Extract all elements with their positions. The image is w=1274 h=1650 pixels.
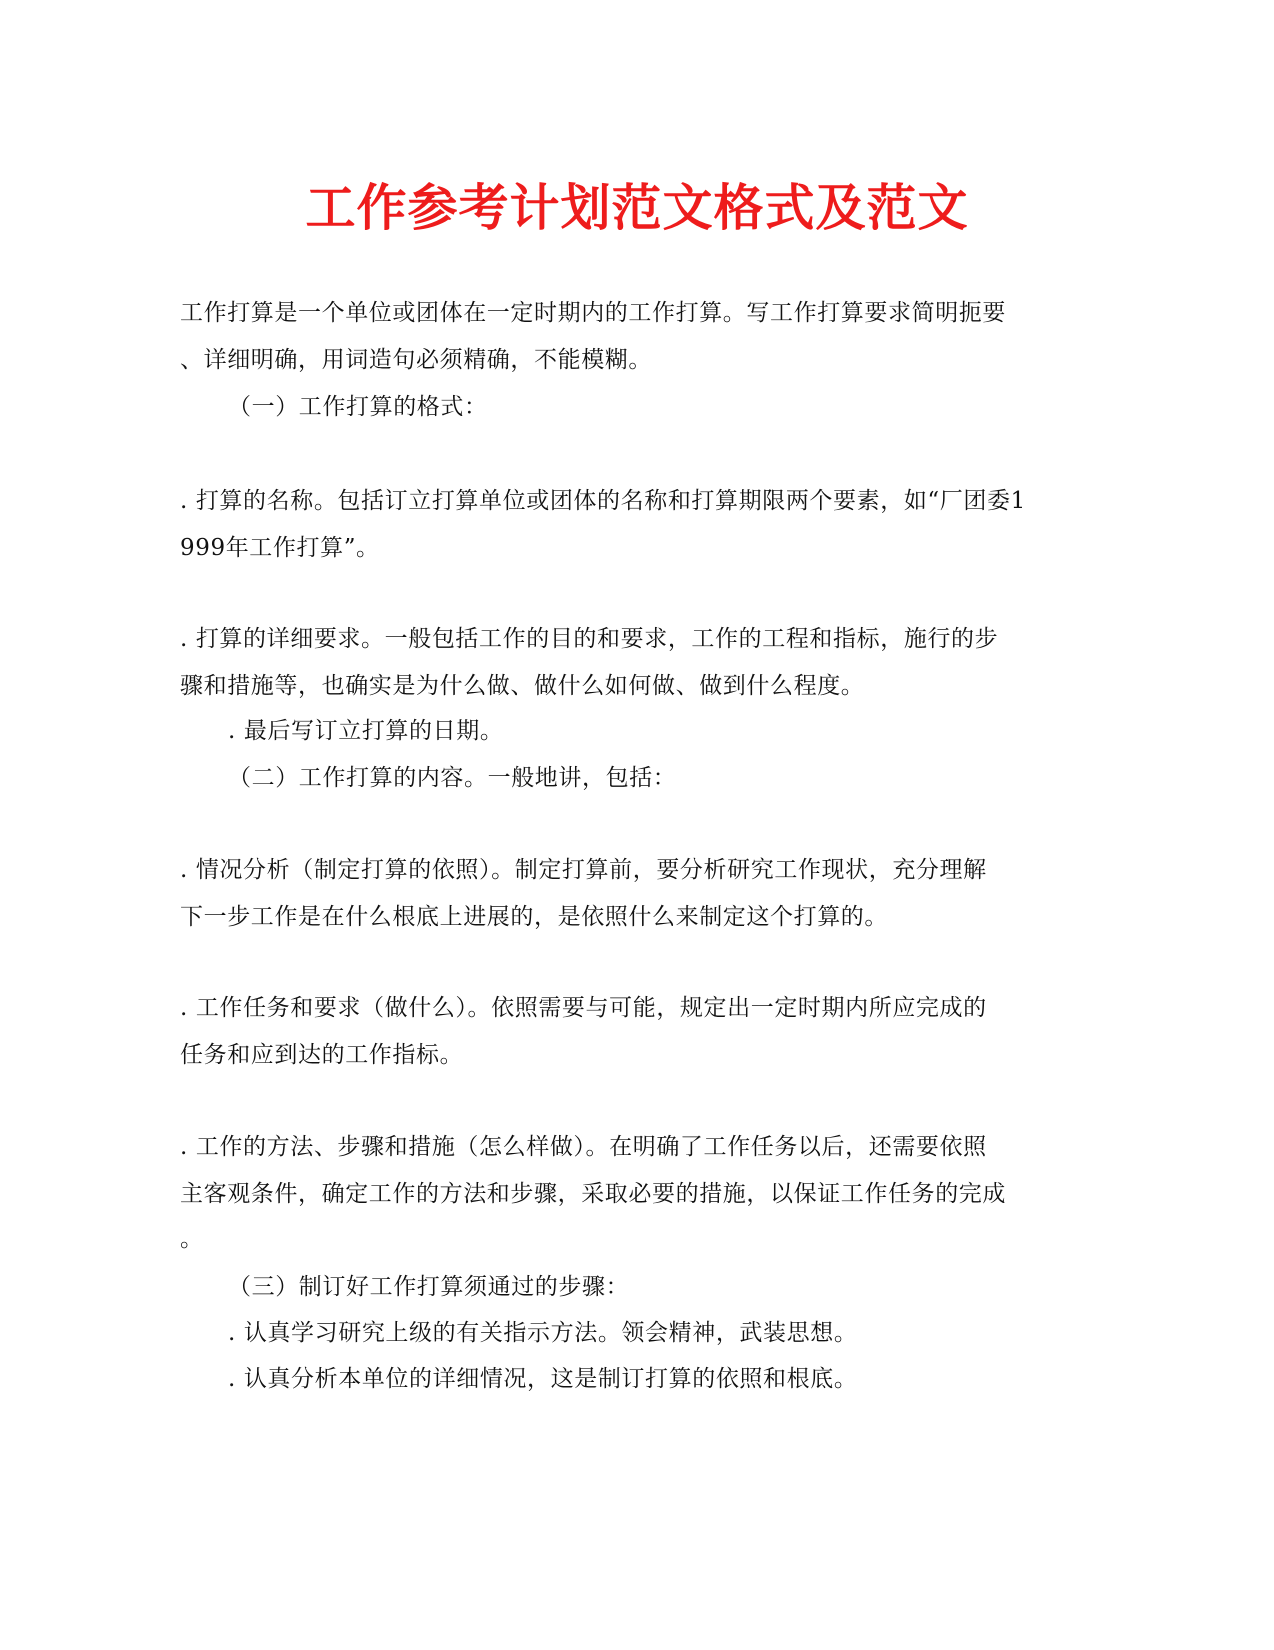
paragraph-line: . 认真分析本单位的详细情况，这是制订打算的依照和根底。 <box>228 1366 858 1392</box>
paragraph-line: 999年工作打算”。 <box>180 535 380 561</box>
paragraph-line: . 打算的详细要求。一般包括工作的目的和要求，工作的工程和指标，施行的步 <box>180 626 999 652</box>
section-heading: （一）工作打算的格式： <box>228 394 488 420</box>
paragraph-line: 。 <box>180 1226 204 1252</box>
paragraph-line: 主客观条件，确定工作的方法和步骤，采取必要的措施，以保证工作任务的完成 <box>180 1181 1006 1207</box>
paragraph-line: 任务和应到达的工作指标。 <box>180 1042 464 1068</box>
paragraph-line: 骤和措施等，也确实是为什么做、做什么如何做、做到什么程度。 <box>180 673 865 699</box>
paragraph-line: . 认真学习研究上级的有关指示方法。领会精神，武装思想。 <box>228 1320 858 1346</box>
paragraph-line: 、详细明确，用词造句必须精确，不能模糊。 <box>180 347 652 373</box>
section-heading: （三）制订好工作打算须通过的步骤： <box>228 1274 630 1300</box>
paragraph-line: 下一步工作是在什么根底上进展的，是依照什么来制定这个打算的。 <box>180 904 888 930</box>
paragraph-line: 工作打算是一个单位或团体在一定时期内的工作打算。写工作打算要求简明扼要 <box>180 300 1006 326</box>
paragraph-line: . 工作任务和要求（做什么）。依照需要与可能，规定出一定时期内所应完成的 <box>180 995 987 1021</box>
document-title: 工作参考计划范文格式及范文 <box>305 179 969 237</box>
paragraph-line: . 工作的方法、步骤和措施（怎么样做）。在明确了工作任务以后，还需要依照 <box>180 1134 987 1160</box>
section-heading: （二）工作打算的内容。一般地讲，包括： <box>228 765 677 791</box>
paragraph-line: . 打算的名称。包括订立打算单位或团体的名称和打算期限两个要素，如“厂团委1 <box>180 488 1026 514</box>
paragraph-line: . 最后写订立打算的日期。 <box>228 718 504 744</box>
paragraph-line: . 情况分析（制定打算的依照）。制定打算前，要分析研究工作现状，充分理解 <box>180 857 987 883</box>
